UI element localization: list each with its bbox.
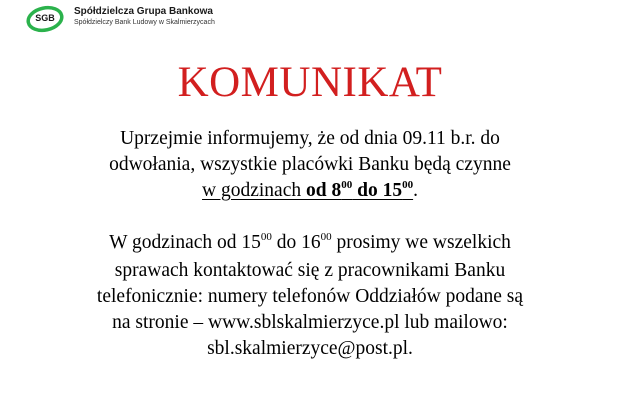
brand-subtitle: Spółdzielczy Bank Ludowy w Skalmierzycach [74, 19, 215, 26]
logo-text: SGB [35, 13, 55, 23]
header [26, 4, 215, 38]
phone-hours-a: W godzinach od 15 [109, 232, 261, 253]
para2-line4: na stronie – www.sblskalmierzyce.pl lub mailowo: [112, 312, 508, 333]
para1-period: . [413, 180, 418, 201]
phone-hours-b: do 16 [271, 232, 321, 253]
para2-line5: sbl.skalmierzyce@post.pl. [207, 338, 413, 359]
announcement-paragraph-2 [10, 230, 610, 362]
para2-line2: sprawach kontaktować się z pracownikami Banku [114, 260, 506, 281]
para2-line1 [10, 230, 610, 258]
hours-from-sup: 00 [341, 179, 353, 191]
brand [74, 4, 215, 27]
hours-from [306, 180, 413, 201]
sgb-logo [26, 4, 66, 34]
announcement-paragraph-1 [10, 126, 610, 206]
hours-to-text: do 15 [352, 180, 403, 201]
phone-hours-c: prosimy we wszelkich [331, 232, 511, 253]
para2-line3: telefonicznie: numery telefonów Oddziałów podane są [96, 286, 524, 307]
opening-hours [202, 180, 413, 201]
phone-hours-sup1: 00 [260, 231, 272, 243]
hours-from-text: od 8 [306, 180, 342, 201]
para1-line1: Uprzejmie informujemy, że od dnia 09.11 b.r. do [120, 128, 500, 149]
para1-line2: odwołania, wszystkie placówki Banku będą czynne [109, 154, 511, 175]
hours-to-sup: 00 [402, 179, 414, 191]
para1-line3 [10, 178, 610, 206]
phone-hours-sup2: 00 [320, 231, 332, 243]
hours-prefix: w godzinach [202, 180, 306, 201]
page-title: KOMUNIKAT [177, 59, 443, 106]
brand-name: Spółdzielcza Grupa Bankowa [74, 6, 213, 17]
